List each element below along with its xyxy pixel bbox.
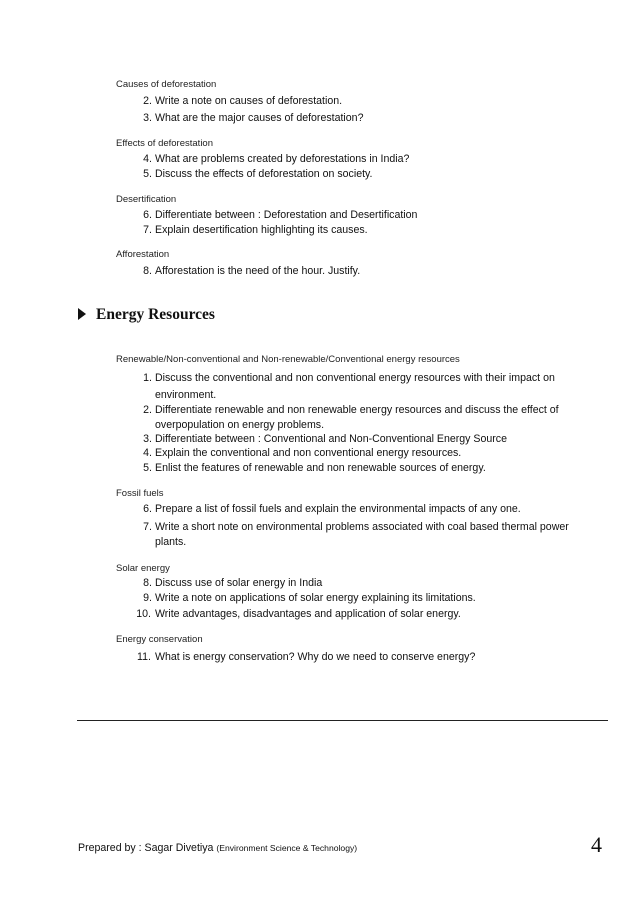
question-number: 7.	[143, 224, 152, 236]
question-item	[134, 432, 574, 447]
question-number: 2.	[143, 404, 152, 416]
subheading-causes: Causes of deforestation	[116, 79, 217, 90]
question-item	[134, 502, 574, 517]
question-item	[134, 650, 574, 665]
section-heading	[78, 306, 215, 324]
question-item	[134, 446, 574, 461]
question-number: 2.	[143, 95, 152, 107]
question-text: Enlist the features of renewable and non renewable sources of energy.	[155, 462, 486, 474]
question-item	[134, 111, 574, 126]
question-text: Afforestation is the need of the hour. Justify.	[155, 265, 361, 277]
question-item	[134, 461, 574, 476]
question-number: 1.	[143, 372, 152, 384]
footer-credit	[78, 842, 357, 854]
question-item	[134, 591, 574, 606]
question-number: 8.	[143, 265, 152, 277]
question-number: 10.	[136, 608, 151, 620]
subheading-renewable: Renewable/Non-conventional and Non-renewable/Conventional energy resources	[116, 354, 460, 365]
question-item	[134, 208, 574, 223]
footer-course: (Environment Science & Technology)	[216, 843, 358, 853]
question-text: Discuss use of solar energy in India	[155, 577, 323, 589]
question-item	[134, 167, 574, 182]
question-text: Discuss the conventional and non conventional energy resources with their impact on environment.	[155, 372, 555, 401]
question-number: 8.	[143, 577, 152, 589]
question-text: Differentiate renewable and non renewable energy resources and discuss the effect of overpopulation on energy problems.	[155, 404, 559, 431]
question-item	[134, 576, 574, 591]
question-text: What are the major causes of deforestation?	[155, 112, 364, 124]
section-title: Energy Resources	[96, 306, 215, 323]
question-item	[134, 607, 574, 622]
question-number: 3.	[143, 433, 152, 445]
subheading-fossil-fuels: Fossil fuels	[116, 488, 164, 499]
question-text: Prepare a list of fossil fuels and explain the environmental impacts of any one.	[155, 503, 521, 515]
question-number: 4.	[143, 153, 152, 165]
question-text: Write a note on applications of solar energy explaining its limitations.	[155, 592, 476, 604]
question-number: 4.	[143, 447, 152, 459]
question-number: 5.	[143, 168, 152, 180]
question-text: Discuss the effects of deforestation on society.	[155, 168, 373, 180]
question-item	[134, 264, 574, 279]
question-number: 9.	[143, 592, 152, 604]
question-text: Write advantages, disadvantages and application of solar energy.	[155, 608, 461, 620]
question-item	[134, 94, 574, 109]
subheading-energy-conservation: Energy conservation	[116, 634, 203, 645]
question-text: Differentiate between : Deforestation and Desertification	[155, 209, 418, 221]
question-number: 5.	[143, 462, 152, 474]
question-number: 6.	[143, 209, 152, 221]
question-text: What are problems created by deforestations in India?	[155, 153, 410, 165]
question-item	[134, 403, 574, 432]
question-number: 6.	[143, 503, 152, 515]
arrow-bullet-icon	[78, 308, 86, 320]
question-item	[134, 370, 574, 404]
question-number: 3.	[143, 112, 152, 124]
question-text: What is energy conservation? Why do we need to conserve energy?	[155, 651, 476, 663]
subheading-solar-energy: Solar energy	[116, 563, 170, 574]
question-number: 11.	[137, 651, 151, 663]
question-item	[134, 223, 574, 238]
subheading-effects: Effects of deforestation	[116, 138, 213, 149]
footer-divider	[77, 720, 608, 721]
question-text: Explain the conventional and non conventional energy resources.	[155, 447, 462, 459]
subheading-afforestation: Afforestation	[116, 249, 170, 260]
question-text: Write a short note on environmental problems associated with coal based thermal power plants.	[155, 521, 569, 548]
question-text: Write a note on causes of deforestation.	[155, 95, 343, 107]
question-number: 7.	[143, 521, 152, 533]
question-text: Differentiate between : Conventional and Non-Conventional Energy Source	[155, 433, 507, 445]
question-text: Explain desertification highlighting its causes.	[155, 224, 368, 236]
page-number: 4	[591, 832, 602, 857]
question-item	[134, 520, 574, 549]
footer-prepared-by: Prepared by : Sagar Divetiya	[78, 842, 214, 854]
question-item	[134, 152, 574, 167]
subheading-desertification: Desertification	[116, 194, 177, 205]
